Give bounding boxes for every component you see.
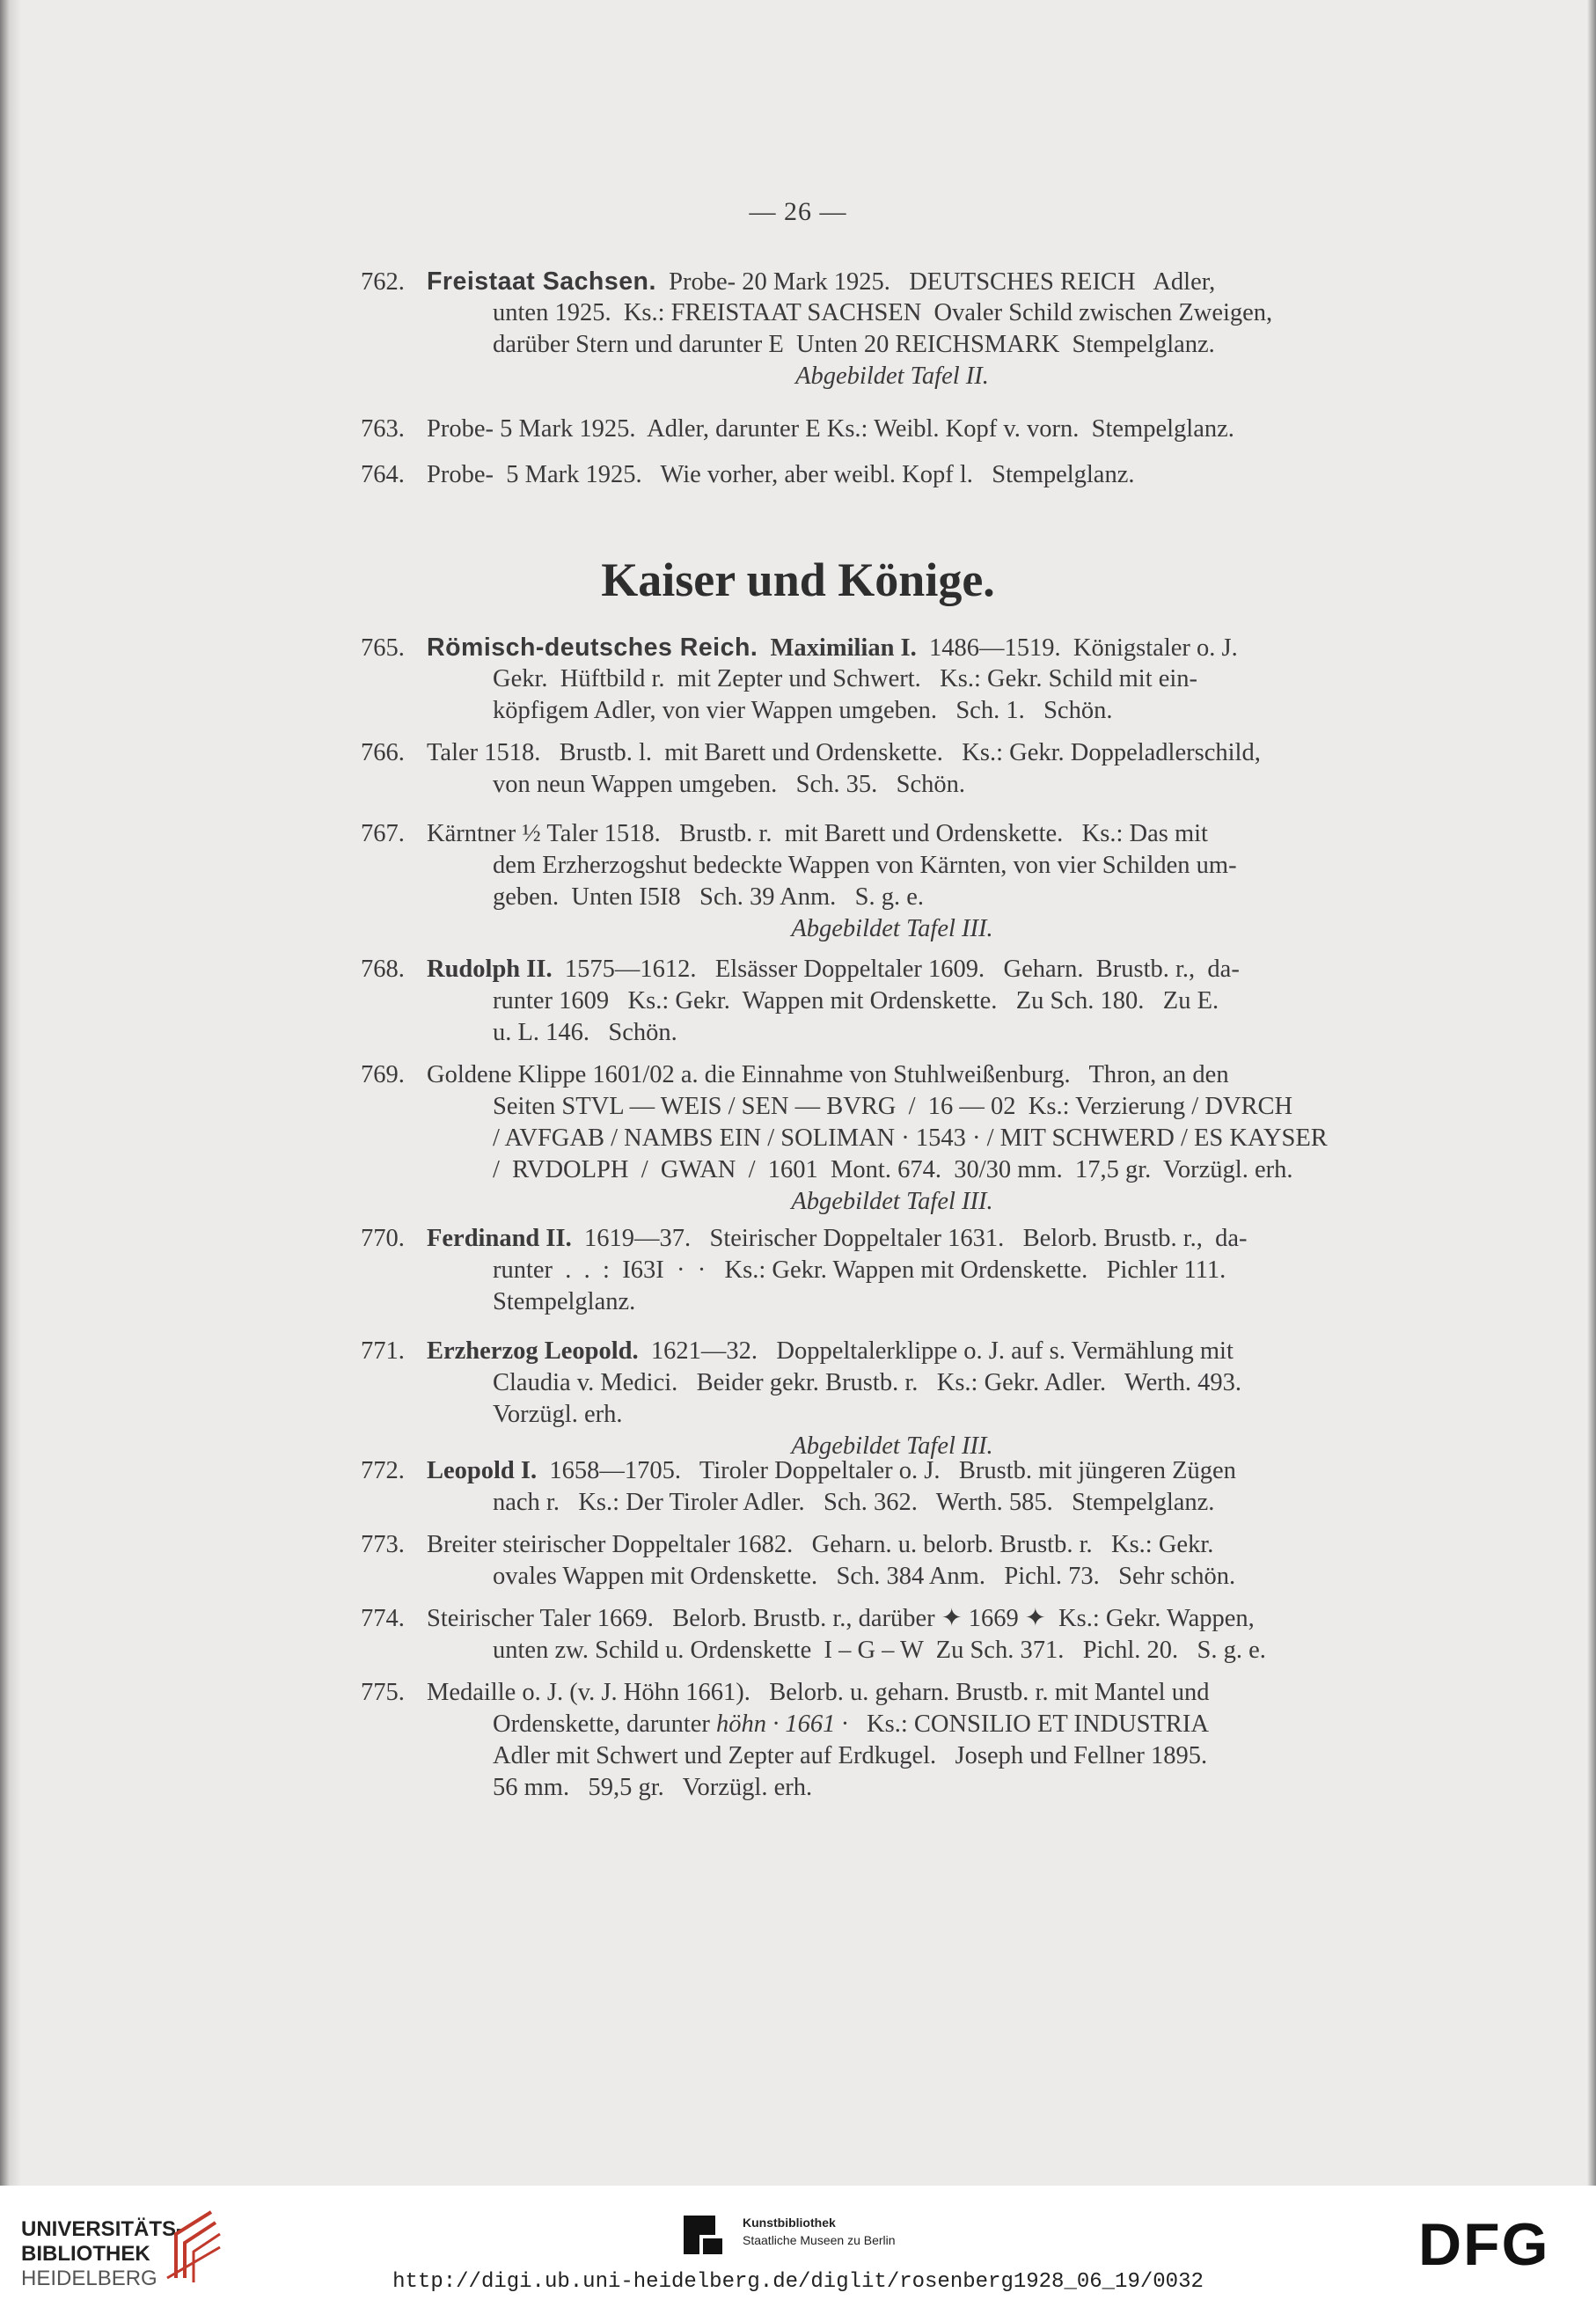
entry-text: Claudia v. Medici. Beider gekr. Brustb. r. Ks.: Gekr. Adler. Werth. 493. (493, 1369, 1242, 1396)
entry-text: Römisch-deutsches Reich. (427, 634, 758, 662)
entry-text: unten 1925. Ks.: FREISTAAT SACHSEN Ovaler Schild zwischen Zweigen, (493, 299, 1273, 326)
entry-line (361, 1154, 1388, 1186)
entry-line (361, 1709, 1388, 1740)
catalog-entry (361, 1677, 1388, 1804)
catalog-entry (361, 1336, 1388, 1462)
entry-line (361, 1017, 1388, 1049)
catalog-entry (361, 737, 1388, 801)
entry-number: 765. (361, 634, 405, 662)
footer-bar (0, 2186, 1596, 2300)
entry-text: / AVFGAB / NAMBS EIN / SOLIMAN · 1543 · / MIT SCHWERD / ES KAYSER (493, 1124, 1328, 1152)
entry-text: Goldene Klippe 1601/02 a. die Einnahme von Stuhlweißenburg. Thron, an den (427, 1061, 1229, 1088)
entry-text: Freistaat Sachsen. (427, 267, 656, 296)
entry-text: nach r. Ks.: Der Tiroler Adler. Sch. 362. Werth. 585. Stempelglanz. (493, 1489, 1215, 1516)
catalog-entry (361, 266, 1388, 392)
entry-text: Vorzügl. erh. (493, 1401, 623, 1428)
entry-number: 769. (361, 1061, 405, 1088)
entry-text: Stempelglanz. (493, 1288, 636, 1315)
dfg-logo[interactable]: DFG (1418, 2211, 1550, 2278)
kb-line-2: Staatliche Museen zu Berlin (743, 2233, 896, 2247)
entry-line (361, 632, 1388, 663)
entry-text: Rudolph II. (427, 956, 553, 983)
entry-text: Kärntner ½ Taler 1518. Brustb. r. mit Barett und Ordenskette. Ks.: Das mit (427, 820, 1208, 847)
entry-line (361, 1603, 1388, 1635)
entry-text: Ferdinand II. (427, 1225, 572, 1252)
entry-text: darüber Stern und darunter E Unten 20 REICHSMARK Stempelglanz. (493, 331, 1215, 358)
entry-text: runter 1609 Ks.: Gekr. Wappen mit Ordenskette. Zu Sch. 180. Zu E. (493, 987, 1219, 1014)
entry-line (361, 1367, 1388, 1399)
entry-line (361, 1223, 1388, 1255)
entry-line (361, 850, 1388, 882)
entry-text: Medaille o. J. (v. J. Höhn 1661). Belorb. u. geharn. Brustb. r. mit Mantel und (427, 1679, 1210, 1706)
entry-number: 764. (361, 461, 405, 488)
entry-number: 762. (361, 268, 405, 296)
entry-line (361, 1255, 1388, 1286)
page-number: — 26 — (749, 197, 847, 226)
entry-line (361, 737, 1388, 769)
entry-number: 775. (361, 1679, 405, 1706)
catalog-entry (361, 818, 1388, 945)
entry-line (361, 1677, 1388, 1709)
entry-line (361, 1336, 1388, 1367)
plate-reference: Abgebildet Tafel III. (791, 1432, 993, 1460)
plate-reference: Abgebildet Tafel II. (795, 363, 989, 390)
entry-text: höhn · 1661 · (716, 1710, 848, 1738)
entry-text: dem Erzherzogshut bedeckte Wappen von Kärnten, von vier Schilden um- (493, 852, 1237, 879)
entry-text: Maximilian I. (770, 634, 917, 662)
entry-line (361, 266, 1388, 297)
entry-line (361, 1740, 1388, 1772)
entry-text: Ks.: CONSILIO ET INDUSTRIA (847, 1710, 1209, 1738)
entry-line (361, 1772, 1388, 1804)
entry-text: geben. Unten I5I8 Sch. 39 Anm. S. g. e. (493, 883, 924, 911)
ub-line-1: UNIVERSITÄTS- (21, 2217, 184, 2241)
entry-text (758, 634, 770, 662)
catalog-entry (361, 414, 1388, 445)
kunstbibliothek-logo-icon[interactable] (680, 2212, 726, 2258)
entry-line (361, 695, 1388, 727)
catalog-entry (361, 954, 1388, 1049)
entry-line (361, 1561, 1388, 1593)
catalog-entry (361, 459, 1388, 491)
entry-text: Leopold I. (427, 1457, 538, 1484)
catalog-entry (361, 1059, 1388, 1218)
entry-line (361, 1455, 1388, 1487)
entry-line (361, 818, 1388, 850)
entry-text: / RVDOLPH / GWAN / 1601 Mont. 674. 30/30 mm. 17,5 gr. Vorzügl. erh. (493, 1156, 1293, 1183)
entry-text: Seiten STVL — WEIS / SEN — BVRG / 16 — 02 Ks.: Verzierung / DVRCH (493, 1093, 1293, 1120)
entry-text: 1619—37. Steirischer Doppeltaler 1631. Belorb. Brustb. r., da- (571, 1225, 1248, 1252)
entry-line (361, 1487, 1388, 1519)
entry-number: 773. (361, 1531, 405, 1558)
entry-number: 770. (361, 1225, 405, 1252)
entry-text: Breiter steirischer Doppeltaler 1682. Geharn. u. belorb. Brustb. r. Ks.: Gekr. (427, 1531, 1214, 1558)
entry-line (361, 954, 1388, 985)
entry-text: 1621—32. Doppeltalerklippe o. J. auf s. Vermählung mit (638, 1337, 1234, 1365)
entry-text: Adler mit Schwert und Zepter auf Erdkugel. Joseph und Fellner 1895. (493, 1742, 1208, 1769)
entry-text: runter . . : I63I · · Ks.: Gekr. Wappen mit Ordenskette. Pichler 111. (493, 1256, 1226, 1284)
entry-text: Steirischer Taler 1669. Belorb. Brustb. r., darüber ✦ 1669 ✦ Ks.: Gekr. Wappen, (427, 1605, 1255, 1632)
kunstbibliothek-text (743, 2214, 896, 2249)
catalog-entry (361, 1603, 1388, 1666)
entry-number: 768. (361, 956, 405, 983)
entry-number: 767. (361, 820, 405, 847)
permalink-url[interactable]: http://digi.ub.uni-heidelberg.de/diglit/rosenberg1928_06_19/0032 (392, 2270, 1204, 2294)
entry-line (361, 663, 1388, 695)
entry-text: Taler 1518. Brustb. l. mit Barett und Ordenskette. Ks.: Gekr. Doppeladlerschild, (427, 739, 1261, 766)
entry-line (361, 1091, 1388, 1123)
plate-reference: Abgebildet Tafel III. (791, 1188, 993, 1215)
entry-text: ovales Wappen mit Ordenskette. Sch. 384 Anm. Pichl. 73. Sehr schön. (493, 1563, 1236, 1590)
entry-text: 1575—1612. Elsässer Doppeltaler 1609. Geharn. Brustb. r., da- (552, 956, 1240, 983)
entry-text: 1486—1519. Königstaler o. J. (916, 634, 1238, 662)
entry-text: Ordenskette, darunter (493, 1710, 717, 1738)
entry-text: Probe- 5 Mark 1925. Wie vorher, aber weibl. Kopf l. Stempelglanz. (427, 461, 1135, 488)
entry-line (361, 1529, 1388, 1561)
entry-line (361, 769, 1388, 801)
entry-text: Probe- 5 Mark 1925. Adler, darunter E Ks.: Weibl. Kopf v. vorn. Stempelglanz. (427, 415, 1234, 443)
entry-line (361, 297, 1388, 329)
entry-text: von neun Wappen umgeben. Sch. 35. Schön. (493, 771, 966, 798)
entry-text: Probe- 20 Mark 1925. DEUTSCHES REICH Adler, (655, 268, 1216, 296)
section-heading: Kaiser und Könige. (601, 553, 995, 606)
kb-line-1: Kunstbibliothek (743, 2216, 836, 2230)
entry-text: Erzherzog Leopold. (427, 1337, 639, 1365)
plate-reference: Abgebildet Tafel III. (791, 915, 993, 942)
ub-line-2: BIBLIOTHEK (21, 2242, 150, 2266)
entry-line (361, 882, 1388, 913)
ub-line-3: HEIDELBERG (21, 2267, 157, 2290)
entry-line (361, 1286, 1388, 1318)
entry-number: 766. (361, 739, 405, 766)
entry-text: unten zw. Schild u. Ordenskette I – G – W Zu Sch. 371. Pichl. 20. S. g. e. (493, 1637, 1266, 1664)
entry-number: 774. (361, 1605, 405, 1632)
entry-line (361, 985, 1388, 1017)
entry-line (361, 1635, 1388, 1666)
catalog-entry (361, 632, 1388, 727)
entry-text: Gekr. Hüftbild r. mit Zepter und Schwert. Ks.: Gekr. Schild mit ein- (493, 665, 1198, 692)
catalog-entry (361, 1529, 1388, 1593)
entry-text: 1658—1705. Tiroler Doppeltaler o. J. Brustb. mit jüngeren Zügen (537, 1457, 1236, 1484)
catalog-entry (361, 1455, 1388, 1519)
entry-line (361, 1399, 1388, 1431)
entry-line (361, 329, 1388, 361)
entry-text: u. L. 146. Schön. (493, 1019, 677, 1046)
entry-line (361, 1059, 1388, 1091)
entry-text: 56 mm. 59,5 gr. Vorzügl. erh. (493, 1774, 813, 1801)
entry-line (361, 459, 1388, 491)
entry-line (361, 1123, 1388, 1154)
entry-number: 771. (361, 1337, 405, 1365)
entry-line (361, 414, 1388, 445)
entry-text: köpfigem Adler, von vier Wappen umgeben. Sch. 1. Schön. (493, 697, 1113, 724)
catalog-entry (361, 1223, 1388, 1318)
entry-number: 772. (361, 1457, 405, 1484)
entry-number: 763. (361, 415, 405, 443)
